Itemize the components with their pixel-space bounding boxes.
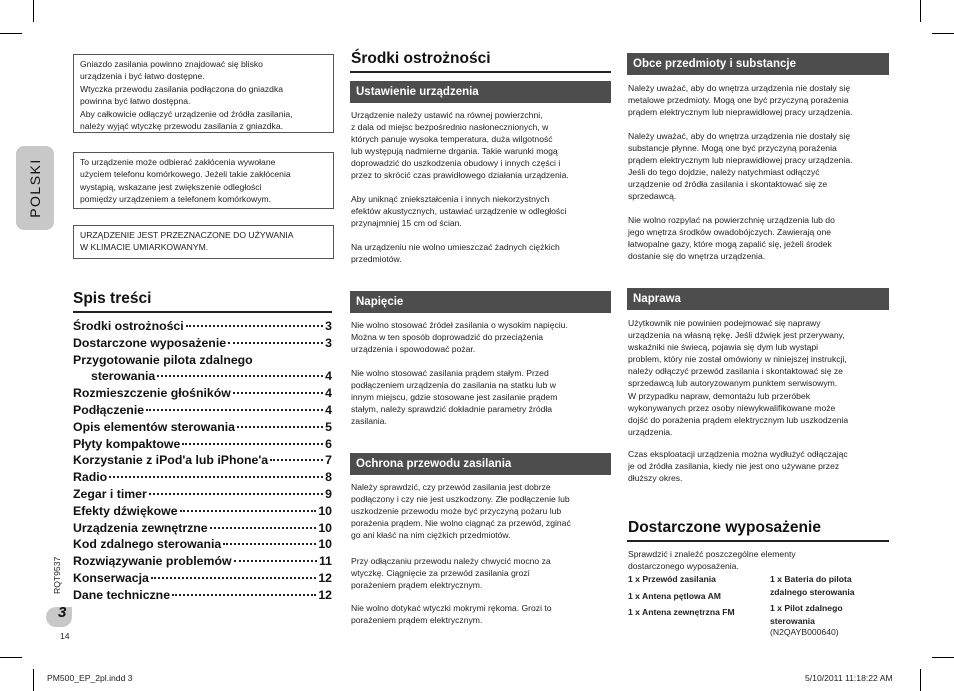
accessories-intro: Sprawdzić i znaleźć poszczególne elementy dostarczonego wyposażenia. [628,549,796,572]
voltage-paragraph: Nie wolno stosować zasilania prądem stałym. Przed podłączeniem urządzenia do zasilania na statku lub w innym miejscu, gdzie stosowane jest zasilanie prądem stałym, należy sprawdzić dokładnie parametry źródła zasilania. [351,368,558,427]
cord-heading: Ochrona przewodu zasilania [350,453,611,475]
toc-item[interactable]: Konserwacja 12 [73,570,332,585]
indd-file-name: PM500_EP_2pl.indd 3 [47,673,133,683]
toc-item[interactable]: Efekty dźwiękowe 10 [73,503,332,518]
toc-item[interactable]: Opis elementów sterowania 5 [73,419,332,434]
toc-item[interactable]: Radio 8 [73,470,332,485]
repair-paragraph: Użytkownik nie powinien podejmować się naprawy urządzenia na własną rękę. Jeśli dźwięk jest przerywany, wskaźniki nie świecą, pojawia się dym lub wystąpi problem, który nie został omówiony w niniejszej instrukcji, należy odłączyć przewód zasilania i skontaktować się ze sprzedawcą lub autoryzowanym punktem serwisowym. W przypadku napraw, demontażu lub przeróbek wykonywanych przez osoby niewykwalifikowane może dojść do porażenia prądem elektrycznym lub uszkodzenia urządzenia. [628,318,849,437]
toc-item[interactable]: Rozwiązywanie problemów 11 [73,554,332,569]
cord-paragraph: Należy sprawdzić, czy przewód zasilania jest dobrze podłączony i czy nie jest uszkodzony. Złe podłączenie lub uszkodzenie przewodu może być przyczyną pożaru lub porażenia prądem. Nie wolno ciągnąć za przewód, zginać go ani kłaść na nim ciężkich przedmiotów. [351,482,571,541]
toc-item[interactable]: Kod zdalnego sterowania 10 [73,537,332,552]
placement-paragraph: Urządzenie należy ustawić na równej powierzchni, z dala od miejsc bezpośrednio nasłonecznionych, w których panuje wysoka temperatura, duża wilgotność lub występują nadmierne drgania. Takie warunki mogą doprowadzić do uszkodzenia obudowy i innych części i przez to skrócić czas prawidłowego działania urządzenia. [351,110,569,181]
accessory-item: 1 x Przewód zasilania [628,574,716,584]
crop-mark [0,657,22,658]
placement-paragraph: Aby uniknąć zniekształcenia i innych niekorzystnych efektów akustycznych, ustawiać urządzenie w odległości przynajmniej 15 cm od ścian. [351,194,567,229]
notice-mains-plug: Gniazdo zasilania powinno znajdować się blisko urządzenia i być łatwo dostępne. Wtyczka przewodu zasilania podłączona do gniazdka powinna być łatwo dostępna. Aby całkowicie odłączyć urządzenie od źródła zasilania, należy wyjąć wtyczkę przewodu zasilania z gniazdka. [73,54,334,133]
accessory-item: 1 x Bateria do pilota zdalnego sterowania [770,574,855,597]
notice-mobile-phone: To urządzenie może odbierać zakłócenia wywołane użyciem telefonu komórkowego. Jeżeli takie zakłócenia wystąpią, wskazane jest zwiększenie odległości pomiędzy urządzeniem a telefonem komórkowym. [73,152,334,209]
toc-item[interactable]: Urządzenia zewnętrzne 10 [73,520,332,535]
toc-item[interactable]: Przygotowanie pilota zdalnego [73,352,253,367]
toc-item[interactable]: Zegar i timer 9 [73,486,332,501]
placement-heading: Ustawienie urządzenia [350,81,611,103]
crop-mark [920,0,921,22]
voltage-paragraph: Nie wolno stosować źródeł zasilania o wysokim napięciu. Można w ten sposób doprowadzić do przeciążenia urządzenia i spowodować pożar. [351,320,568,355]
accessory-item: 1 x Antena pętlowa AM [628,591,721,601]
toc-title: Spis treści [73,290,152,307]
foreign-objects-paragraph: Nie wolno rozpylać na powierzchnię urządzenia lub do jego wnętrza środków owadobójczych. Zawierają one łatwopalne gazy, które mogą zapalić się, jeżeli środek dostanie się do wnętrza urządzenia. [628,215,835,262]
model-code: RQT9537 [52,556,62,594]
toc-item[interactable]: Podłączenie 4 [73,402,332,417]
repair-heading: Naprawa [627,288,889,310]
toc-item[interactable]: Dane techniczne 12 [73,587,332,602]
toc-title-rule [73,311,332,313]
language-tab [16,146,54,230]
page-number: 14 [60,631,70,641]
page-badge-number: 3 [58,604,67,621]
print-date: 5/10/2011 11:18:22 AM [805,673,893,683]
accessories-title: Dostarczone wyposażenie [628,519,821,536]
accessories-title-rule [627,540,889,542]
accessory-item: 1 x Antena zewnętrzna FM [628,607,735,617]
voltage-heading: Napięcie [350,291,611,313]
toc-list [73,318,332,604]
repair-paragraph: Czas eksploatacji urządzenia można wydłużyć odłączając je od źródła zasilania, kiedy nie jest ono używane przez dłuższy okres. [628,449,848,484]
precautions-title: Środki ostrożności [351,50,491,67]
crop-mark [33,0,34,22]
crop-mark [920,669,921,691]
toc-item[interactable]: Rozmieszczenie głośników 4 [73,386,332,401]
precautions-title-rule [350,71,611,73]
crop-mark [932,33,954,34]
cord-paragraph: Nie wolno dotykać wtyczki mokrymi rękoma. Grozi to porażeniem prądem elektrycznym. [351,603,552,626]
foreign-objects-heading: Obce przedmioty i substancje [627,53,889,75]
crop-mark [33,669,34,691]
toc-item[interactable]: Płyty kompaktowe 6 [73,436,332,451]
foreign-objects-paragraph: Należy uważać, aby do wnętrza urządzenia nie dostały się metalowe przedmioty. Mogą one być przyczyną porażenia prądem elektrycznym lub nieprawidłowej pracy urządzenia. [628,83,853,118]
placement-paragraph: Na urządzeniu nie wolno umieszczać żadnych ciężkich przedmiotów. [351,242,560,265]
crop-mark [932,657,954,658]
remote-model-code: (N2QAYB000640) [770,627,839,637]
toc-item[interactable]: Środki ostrożności 3 [73,319,332,333]
toc-item[interactable]: Korzystanie z iPod'a lub iPhone'a 7 [73,453,332,468]
foreign-objects-paragraph: Należy uważać, aby do wnętrza urządzenia nie dostały się substancje płynne. Mogą one być przyczyną porażenia prądem elektrycznym lub nieprawidłowej pracy urządzenia. Jeśli do tego dojdzie, należy natychmiast odłączyć urządzenie od źródła zasilania i skontaktować się ze sprzedawcą. [628,131,853,202]
accessory-item: 1 x Pilot zdalnego sterowania [770,603,843,626]
toc-item[interactable]: Dostarczone wyposażenie 3 [73,335,332,350]
cord-paragraph: Przy odłączaniu przewodu należy chwycić mocno za wtyczkę. Ciągnięcie za przewód zasilania grozi porażeniem prądem elektrycznym. [351,556,551,591]
notice-climate: URZĄDZENIE JEST PRZEZNACZONE DO UŻYWANIA W KLIMACIE UMIARKOWANYM. [73,225,334,259]
crop-mark [0,33,22,34]
toc-item[interactable]: sterowania 4 [91,369,332,384]
language-tab-label: POLSKI [27,158,43,218]
